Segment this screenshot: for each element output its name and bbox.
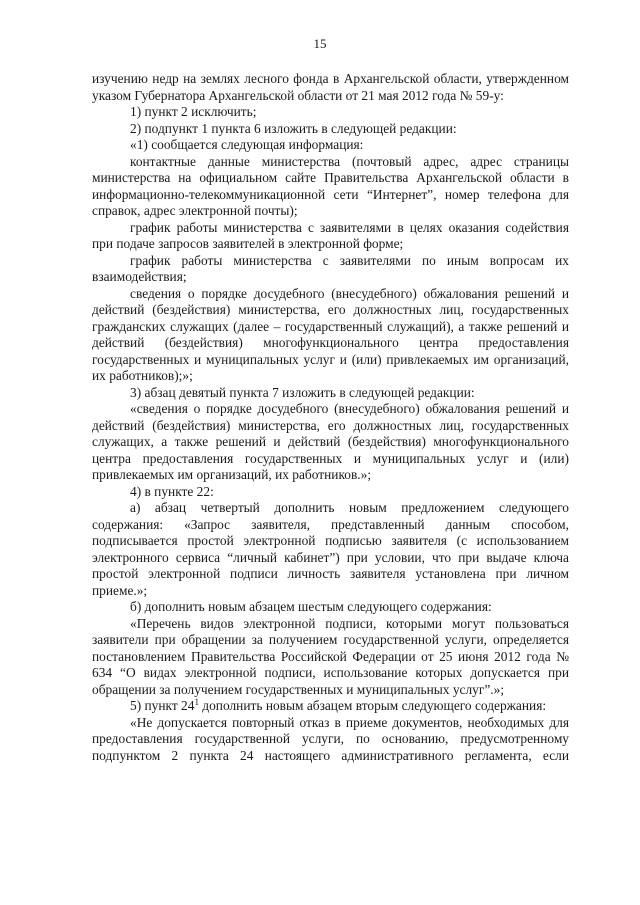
paragraph-item-5 <box>92 698 569 715</box>
paragraph-item-3: 3) абзац девятый пункта 7 изложить в следующей редакции: <box>130 384 475 400</box>
item-5-superscript: 1 <box>194 697 199 707</box>
paragraph-appeal-new: «сведения о порядке досудебного (внесудебного) обжалования решений и действий (бездействия) министерства, его должностных лиц, государственных служащих, а также решений и действий (бездействия) многофункционального центра предоставления государственных и муниципальных услуг и (или) привлекаемых им организаций, их работников.»; <box>92 401 569 482</box>
paragraph-item-4: 4) в пункте 22: <box>130 483 214 499</box>
paragraph-contacts: контактные данные министерства (почтовый адрес, адрес страницы министерства на официальном сайте Правительства Архангельской области в информационно-телекоммуникационной сети “Интернет”, номер телефона для справок, адрес электронной почты); <box>92 153 569 218</box>
item-5-text: 5) пункт 24 <box>130 698 195 713</box>
item-5-tail: дополнить новым абзацем вторым следующего содержания: <box>198 698 547 713</box>
paragraph-schedule-electronic: график работы министерства с заявителями в целях оказания содействия при подаче запросов заявителей в электронной форме; <box>92 219 569 251</box>
paragraph-signature-types: «Перечень видов электронной подписи, которыми могут пользоваться заявители при обращении за получением государственной услуги, определяется постановлением Правительства Российской Федерации от 25 июня 2012 года № 634 “О видах электронной подписи, использование которых допускается при обращении за получением государственных и муниципальных услуг”.»; <box>92 615 569 697</box>
paragraph-repeat-refusal: «Не допускается повторный отказ в приеме документов, необходимых для предоставления государственной услуги, по основанию, предусмотренному подпунктом 2 пункта 24 настоящего административного регламента, если <box>92 714 569 763</box>
paragraph-item-1: 1) пункт 2 исключить; <box>130 104 257 119</box>
document-body <box>92 71 569 764</box>
paragraph-item-4a: а) абзац четвертый дополнить новым предложением следующего содержания: «Запрос заявителя, представленный данным способом, подписывается простой электронной подписью заявителя (с использованием электронного сервиса “личный кабинет”) при условии, что при выдаче ключа простой электронной подписи личность заявителя установлена при личном приеме.»; <box>92 500 569 598</box>
paragraph-appeal-info: сведения о порядке досудебного (внесудебного) обжалования решений и действий (бездействия) министерства, его должностных лиц, государственных гражданских служащих (далее – государственный служащий), а также решений и действий (бездействия) многофункционального центра предоставления государственных и муниципальных услуг и (или) привлекаемых им организаций, их работников);»; <box>92 285 569 383</box>
paragraph-item-4b: б) дополнить новым абзацем шестым следующего содержания: <box>130 599 492 614</box>
paragraph-item-2: 2) подпункт 1 пункта 6 изложить в следующей редакции: <box>130 120 457 136</box>
paragraph-intro: изучению недр на землях лесного фонда в Архангельской области, утвержденном указом Губернатора Архангельской области от 21 мая 2012 года № 59-у: <box>92 71 569 103</box>
page-number: 15 <box>313 36 327 51</box>
paragraph-subitem-1: «1) сообщается следующая информация: <box>130 137 364 152</box>
paragraph-schedule-other: график работы министерства с заявителями по иным вопросам их взаимодействия; <box>92 252 569 284</box>
